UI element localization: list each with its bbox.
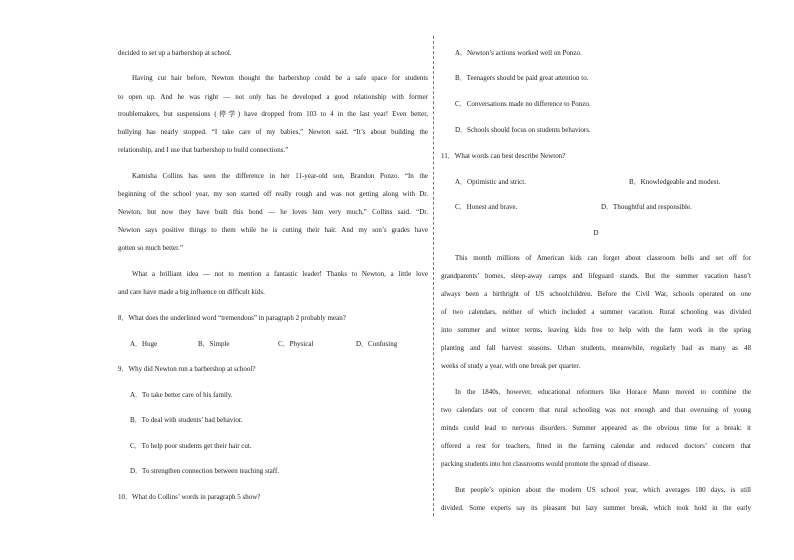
passage-line: and care have made a big influence on difficult kids. (118, 288, 265, 296)
option-b: B．To deal with students’ bad behavior. (130, 416, 243, 424)
option-c: C．To help poor students get their hair cut. (130, 442, 252, 450)
option-b: B．Simple (198, 340, 230, 348)
question-stem: 9．Why did Newton run a barbershop at school? (118, 365, 256, 373)
section-heading: D (593, 229, 599, 237)
option-b: B．Knowledgeable and modest. (629, 178, 721, 186)
passage-line: into summer and winter terms, leaving kids free to help with the farm work in the spring (441, 326, 751, 334)
passage-line: In the 1840s, however, educational reformers like Horace Mann moved to combine the (455, 388, 751, 396)
option-a: A．Newton’s actions worked well on Ponzo. (455, 49, 582, 57)
question-stem: 11．What words can best describe Newton? (441, 152, 566, 160)
passage-line: beginning of the school year, my son started off really rough and was not getting along with Dr. (118, 190, 428, 198)
option-a: A．Optimistic and strict. (455, 178, 526, 186)
passage-line: Newton, but now they have built this bond — he loves him very much,” Collins said. “Dr. (118, 208, 428, 216)
column-divider (433, 36, 434, 516)
passage-line: two calendars out of concern that rural schooling was not enough and that overusing of young (441, 406, 751, 414)
question-stem: 10．What do Collins’ words in paragraph 5 show? (118, 493, 261, 501)
option-d: D．Schools should focus on students behaviors. (455, 126, 591, 134)
passage-line: decided to set up a barbershop at school. (118, 49, 232, 57)
passage-line: of two calendars, neither of which included a summer vacation. Rural schooling was divided (441, 308, 751, 316)
passage-line: gotten so much better.” (118, 244, 183, 252)
option-d: D．To strengthen connection between teaching staff. (130, 467, 280, 475)
passage-line: Having cut hair before, Newton thought the barbershop could be a safe space for students (132, 74, 428, 82)
passage-line: But people’s opinion about the modern US school year, which averages 180 days, is still (455, 486, 751, 494)
passage-line: Newton says positive things to them while he is cutting their hair. And my son’s grades have (118, 226, 428, 234)
passage-line: planting and fall harvest seasons. Urban students, meanwhile, regularly had as many as 48 (441, 344, 751, 352)
option-c: C．Honest and brave. (455, 203, 518, 211)
passage-line: troublemakers, but suspensions (停学) have dropped from 103 to 4 in the last year! Even better, (118, 110, 428, 118)
passage-line: divided. Some experts say its pleasant but lazy summer break, which took hold in the early (441, 504, 751, 512)
option-b: B．Teenagers should be paid great attention to. (455, 74, 589, 82)
option-c: C．Physical (278, 340, 314, 348)
option-a: A．To take better care of his family. (130, 391, 233, 399)
passage-line: Kamisha Collins has seen the difference in her 11-year-old son, Brandon Ponzo. “In the (132, 172, 428, 180)
question-stem: 8．What does the underlined word “tremendous” in paragraph 2 probably mean? (118, 314, 346, 322)
passage-line: relationship, and I use that barbershop to build connections.” (118, 146, 289, 154)
passage-line: This month millions of American kids can forget about classroom bells and set off for (455, 254, 751, 262)
option-c: C．Conversations made no difference to Ponzo. (455, 100, 591, 108)
passage-line: What a brilliant idea — not to mention a fantastic leader! Thanks to Newton, a little love (132, 270, 428, 278)
option-d: D．Confusing (356, 340, 398, 348)
passage-line: bullying has nearly stopped. “I take care of my babies,” Newton said. “It’s about building the (118, 128, 428, 136)
passage-line: packing students into hot classrooms would promote the spread of disease. (441, 460, 650, 468)
passage-line: always been a birthright of US schoolchildren. Before the Civil War, schools operated on one (441, 290, 751, 298)
option-d: D．Thoughtful and responsible. (601, 203, 692, 211)
passage-line: grandparents’ homes, sleep-away camps and lifeguard stands. But the summer vacation hasn’t (441, 272, 751, 280)
passage-line: weeks of study a year, with one break per quarter. (441, 362, 581, 370)
passage-line: to open up. And he was right — not only has he developed a good relationship with former (118, 93, 428, 101)
passage-line: offered a rest for teachers, fitted in the farming calendar and reduced doctors’ concern that (441, 442, 751, 450)
option-a: A．Huge (130, 340, 158, 348)
passage-line: minds could lead to nervous disorders. Summer appeared as the obvious time for a break: it (441, 424, 751, 432)
